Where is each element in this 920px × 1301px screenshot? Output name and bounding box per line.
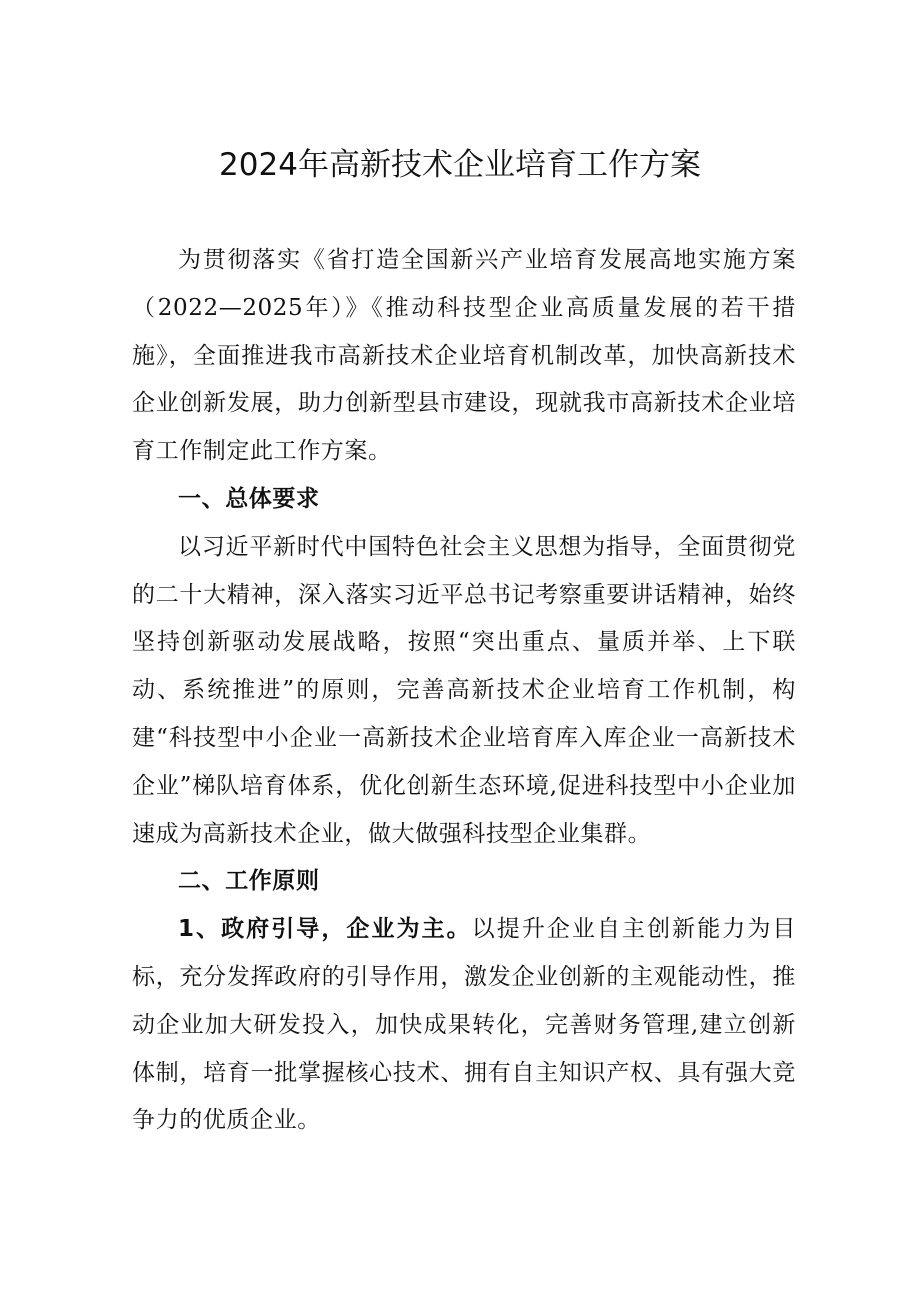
section-heading-work-principles: 二、工作原则 — [178, 868, 320, 895]
section-heading-general-requirements: 一、总体要求 — [178, 485, 320, 512]
principle-1-lead: 1、政府引导，企业为主。 — [178, 916, 472, 943]
general-requirements-paragraph: 以习近平新时代中国特色社会主义思想为指导，全面贯彻党的二十大精神，深入落实习近平总书记考察重要讲话精神，始终坚持创新驱动发展战略，按照“突出重点、量质并举、上下联动、系统推进”的原则，完善高新技术企业培育工作机制，构建“科技型中小企业一高新技术企业培育库入库企业一高新技术企业”梯队培育体系，优化创新生态环境,促进科技型中小企业加速成为高新技术企业，做大做强科技型企业集群。 — [132, 533, 796, 847]
principle-1-body: 以提升企业自主创新能力为目标，充分发挥政府的引导作用，激发企业创新的主观能动性，推动企业加大研发投入，加快成果转化，完善财务管理,建立创新体制，培育一批掌握核心技术、拥有自主知识产权、具有强大竞争力的优质企业。 — [132, 916, 796, 1134]
principle-1-paragraph — [132, 906, 796, 1145]
document-body — [132, 237, 796, 1145]
document-title: 2024年高新技术企业培育工作方案 — [219, 147, 701, 183]
intro-paragraph: 为贯彻落实《省打造全国新兴产业培育发展高地实施方案（2022—2025年）》《推动科技型企业高质量发展的若干措施》，全面推进我市高新技术企业培育机制改革，加快高新技术企业创新发展，助力创新型县市建设，现就我市高新技术企业培育工作制定此工作方案。 — [132, 247, 796, 465]
